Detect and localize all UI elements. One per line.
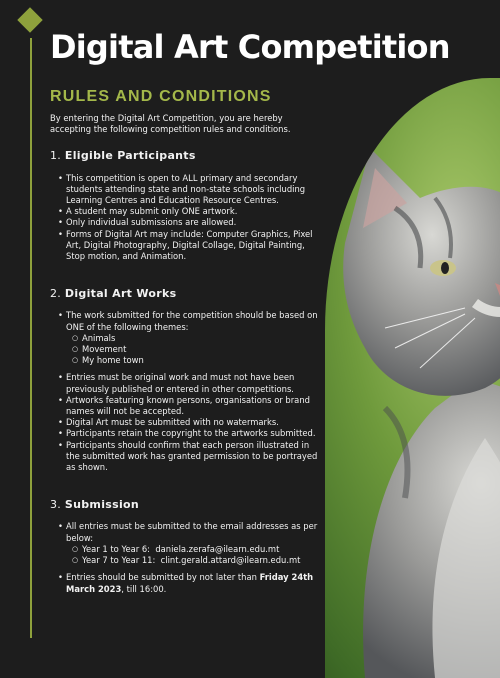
- deadline-date: Friday 24th March 2023: [66, 572, 314, 594]
- page-title: Digital Art Competition: [50, 28, 450, 66]
- email-item: [82, 544, 320, 555]
- email-link[interactable]: daniela.zerafa@ilearn.edu.mt: [155, 543, 280, 554]
- kitten-illustration: [325, 78, 500, 678]
- rules-content: [50, 113, 320, 615]
- list-item: • This competition is open to ALL primary and secondary students attending state and non-state schools including Learning Centres and Education Resource Centres.: [66, 173, 320, 207]
- theme-item: ○ Animals: [82, 333, 320, 344]
- kitten-photo: [325, 78, 500, 678]
- section-number: 3.: [50, 498, 62, 512]
- emails-intro: All entries must be submitted to the email addresses as per below:: [66, 521, 318, 543]
- email-label: Year 1 to Year 6:: [82, 543, 150, 554]
- eligible-list: [50, 173, 320, 263]
- list-item: • Entries must be original work and must not have been previously published or entered in other competitions.: [66, 372, 320, 394]
- theme-item: ○ My home town: [82, 355, 320, 366]
- list-item: • Forms of Digital Art may include: Computer Graphics, Pixel Art, Digital Photography, Digital Collage, Digital Painting, Stop motion, and Animation.: [66, 229, 320, 263]
- list-item: [66, 521, 320, 572]
- submission-list: [50, 521, 320, 594]
- list-item: • A student may submit only ONE artwork.: [66, 206, 320, 217]
- works-list: [50, 310, 320, 473]
- section-heading-eligible: [50, 150, 320, 161]
- section-number: 2.: [50, 287, 62, 301]
- section-number: 1.: [50, 149, 62, 163]
- themes-list: [66, 333, 320, 367]
- list-item: • Participants retain the copyright to the artworks submitted.: [66, 428, 320, 439]
- themes-intro: The work submitted for the competition should be based on ONE of the following themes:: [66, 310, 318, 332]
- theme-item: ○ Movement: [82, 344, 320, 355]
- list-item-deadline: [66, 572, 320, 594]
- section-title: Submission: [64, 498, 140, 512]
- section-title: Eligible Participants: [64, 149, 196, 163]
- section-title: Digital Art Works: [64, 287, 177, 301]
- page-subtitle: RULES AND CONDITIONS: [50, 88, 272, 105]
- email-item: [82, 555, 320, 566]
- list-item: • Artworks featuring known persons, organisations or brand names will not be accepted.: [66, 395, 320, 417]
- section-heading-submission: [50, 499, 320, 510]
- deadline-suffix: , till 16:00.: [121, 583, 167, 594]
- email-link[interactable]: clint.gerald.attard@ilearn.edu.mt: [160, 555, 301, 566]
- deadline-prefix: Entries should be submitted by not later than: [66, 572, 260, 583]
- decorative-line: [30, 38, 32, 638]
- list-item: • Participants should confirm that each person illustrated in the submitted work has granted permission to be portrayed as shown.: [66, 440, 320, 474]
- emails-list: [66, 544, 320, 566]
- section-heading-works: [50, 288, 320, 299]
- intro-paragraph: By entering the Digital Art Competition, you are hereby accepting the following competition rules and conditions.: [50, 113, 291, 135]
- email-label: Year 7 to Year 11:: [82, 555, 156, 566]
- list-item: • Digital Art must be submitted with no watermarks.: [66, 417, 320, 428]
- list-item: • Only individual submissions are allowed.: [66, 217, 320, 228]
- list-item: [66, 310, 320, 372]
- diamond-icon: [17, 7, 42, 32]
